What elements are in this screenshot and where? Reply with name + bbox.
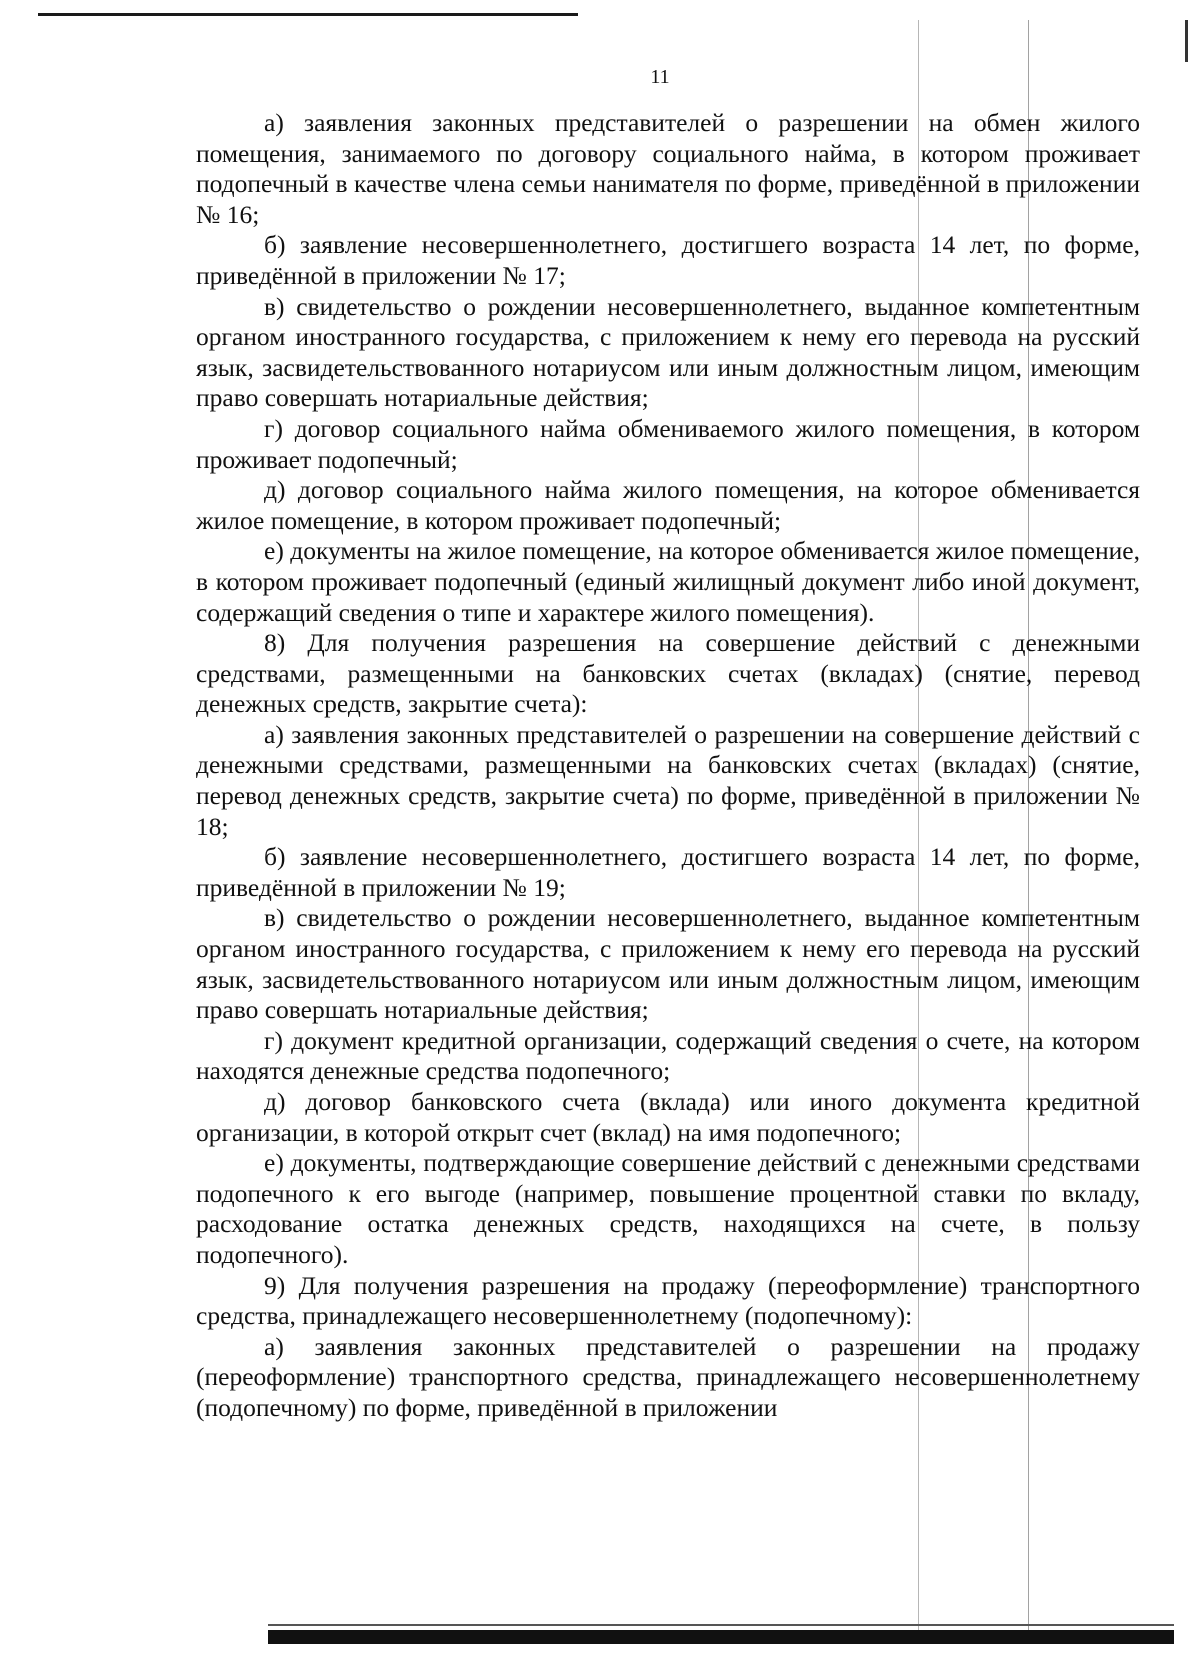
paragraph: а) заявления законных представителей о разрешении на совершение действий с денежными средствами, размещенными на банковских счетах (вкладах) (снятие, перевод денежных средств, закрытие счета) по форме, приведённой в приложении № 18;: [196, 719, 1140, 841]
paragraph: б) заявление несовершеннолетнего, достигшего возраста 14 лет, по форме, приведённой в приложении № 17;: [196, 230, 1140, 290]
paragraph: г) договор социального найма обмениваемого жилого помещения, в котором проживает подопечный;: [196, 413, 1140, 474]
paragraph: е) документы на жилое помещение, на которое обменивается жилое помещение, в котором проживает подопечный (единый жилищный документ либо иной документ, содержащий сведения о типе и характере жилого помещения).: [196, 536, 1140, 627]
scan-bottom-rule-thin: [268, 1624, 1174, 1626]
paragraph: б) заявление несовершеннолетнего, достигшего возраста 14 лет, по форме, приведённой в приложении № 19;: [196, 842, 1140, 902]
paragraph: е) документы, подтверждающие совершение действий с денежными средствами подопечного к его выгоде (например, повышение процентной ставки по вкладу, расходование остатка денежных средств, находящихся на счете, в пользу подопечного).: [196, 1148, 1140, 1269]
page-number: 11: [650, 66, 670, 88]
scan-bottom-rule: [268, 1630, 1174, 1644]
paragraph: д) договор банковского счета (вклада) или иного документа кредитной организации, в которой открыт счет (вклад) на имя подопечного;: [196, 1087, 1140, 1147]
scan-top-rule: [38, 13, 578, 16]
document-body: [196, 108, 1140, 1424]
paragraph: в) свидетельство о рождении несовершеннолетнего, выданное компетентным органом иностранного государства, с приложением к нему его перевода на русский язык, засвидетельствованного нотариусом или иным должностным лицом, имеющим право совершать нотариальные действия;: [196, 903, 1140, 1025]
paragraph: а) заявления законных представителей о разрешении на продажу (переоформление) транспортного средства, принадлежащего несовершеннолетнему (подопечному) по форме, приведённой в приложении: [196, 1331, 1140, 1422]
paragraph: д) договор социального найма жилого помещения, на которое обменивается жилое помещение, в котором проживает подопечный;: [196, 475, 1140, 535]
scan-corner-mark: [1185, 20, 1188, 62]
paragraph: в) свидетельство о рождении несовершеннолетнего, выданное компетентным органом иностранного государства, с приложением к нему его перевода на русский язык, засвидетельствованного нотариусом или иным должностным лицом, имеющим право совершать нотариальные действия;: [196, 291, 1140, 413]
paragraph: а) заявления законных представителей о разрешении на обмен жилого помещения, занимаемого по договору социального найма, в котором проживает подопечный в качестве члена семьи нанимателя по форме, приведённой в приложении № 16;: [196, 108, 1140, 229]
paragraph: 9) Для получения разрешения на продажу (переоформление) транспортного средства, принадлежащего несовершеннолетнему (подопечному):: [196, 1270, 1140, 1331]
paragraph: 8) Для получения разрешения на совершение действий с денежными средствами, размещенными на банковских счетах (вкладах) (снятие, перевод денежных средств, закрытие счета):: [196, 628, 1140, 719]
paragraph: г) документ кредитной организации, содержащий сведения о счете, на котором находятся денежные средства подопечного;: [196, 1025, 1140, 1086]
